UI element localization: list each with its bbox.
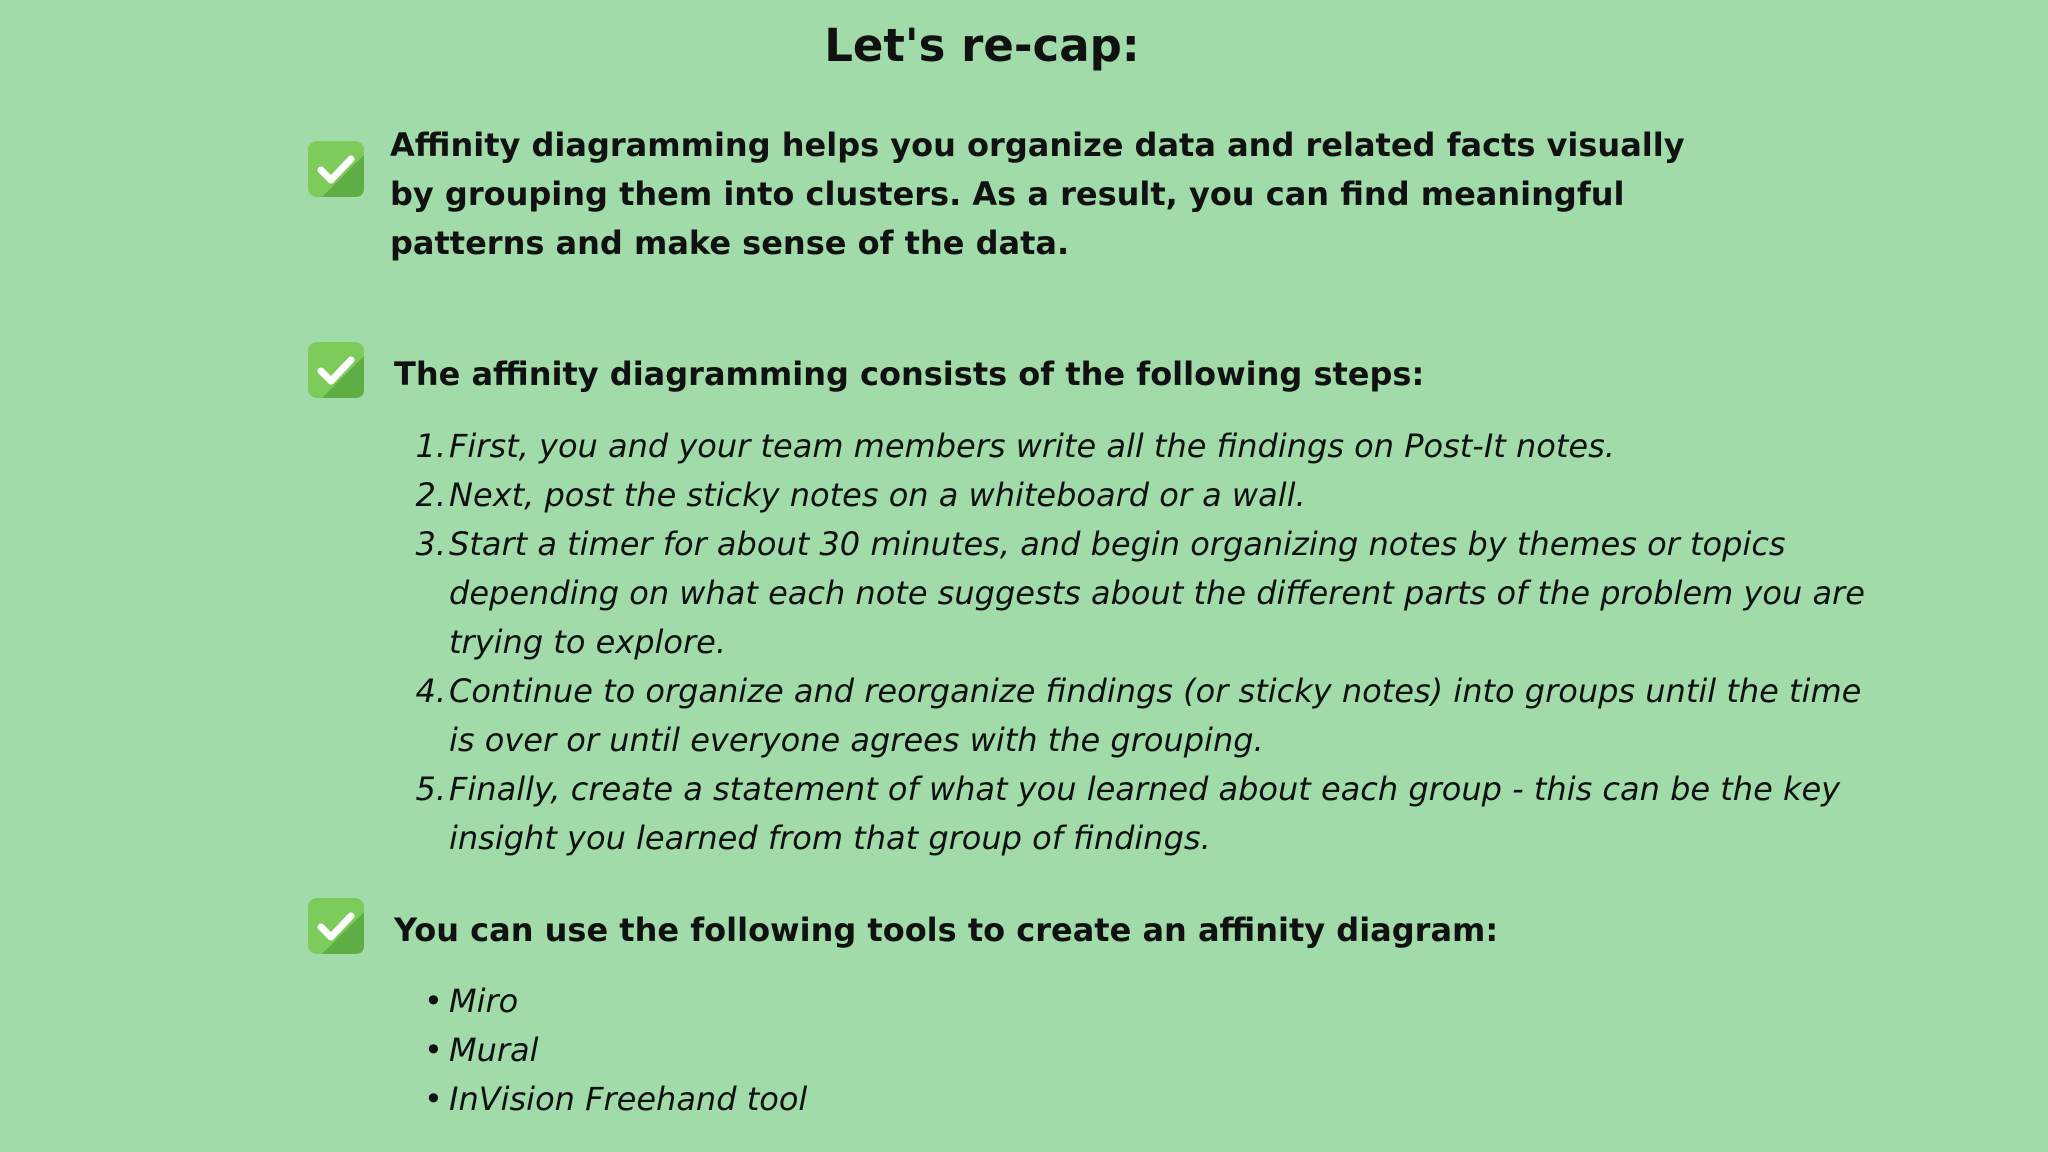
recap-point-tools-heading: You can use the following tools to create an affinity diagram: xyxy=(394,911,1499,949)
recap-point-steps-heading: The affinity diagramming consists of the following steps: xyxy=(394,355,1425,393)
page-title: Let's re-cap: xyxy=(824,19,1140,72)
recap-point-affinity-definition: Affinity diagramming helps you organize data and related facts visually by grouping them into clusters. As a result, you can find meaningful patterns and make sense of the data. xyxy=(390,126,1685,262)
bullet-icon: • xyxy=(424,1031,443,1069)
checkbox-icon xyxy=(308,141,364,197)
step-item: 3. Start a timer for about 30 minutes, and begin organizing notes by themes or topics depending on what each note suggests about the different parts of the problem you are trying to explore. xyxy=(415,525,1865,661)
steps-list xyxy=(414,422,1874,863)
checkbox-icon xyxy=(308,898,364,954)
tool-item: • Mural xyxy=(414,1026,1314,1075)
step-item: 2. Next, post the sticky notes on a whiteboard or a wall. xyxy=(415,476,1306,514)
step-item: 4. Continue to organize and reorganize findings (or sticky notes) into groups until the time is over or until everyone agrees with the grouping. xyxy=(415,672,1862,759)
tool-item: • InVision Freehand tool xyxy=(414,1075,1314,1124)
tools-list xyxy=(414,977,1314,1124)
bullet-icon: • xyxy=(424,1080,443,1118)
tool-item: • Miro xyxy=(414,977,1314,1026)
bullet-icon: • xyxy=(424,982,443,1020)
step-item: 5. Finally, create a statement of what you learned about each group - this can be the key insight you learned from that group of findings. xyxy=(415,770,1841,857)
step-item: 1. First, you and your team members write all the findings on Post-It notes. xyxy=(415,427,1615,465)
checkbox-icon xyxy=(308,342,364,398)
